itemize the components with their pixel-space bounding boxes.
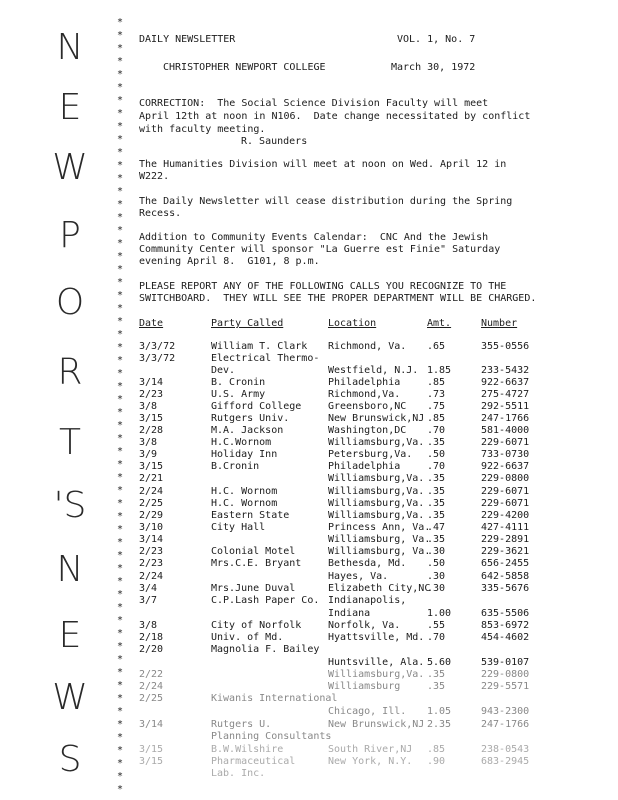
call-date: 3/8 bbox=[139, 437, 158, 448]
side-title-letter: R bbox=[57, 352, 83, 393]
call-number: 683-2945 bbox=[481, 756, 530, 767]
call-date: 2/20 bbox=[139, 644, 164, 655]
call-date: 2/23 bbox=[139, 558, 164, 569]
call-amount: .55 bbox=[427, 620, 446, 631]
party-called: Mrs.June Duval bbox=[211, 583, 296, 594]
party-called: Eastern State bbox=[211, 510, 290, 521]
newsletter-notice: The Daily Newsletter will cease distribution during the Spring bbox=[139, 196, 513, 207]
calendar-notice: Addition to Community Events Calendar: CNC And the Jewish bbox=[139, 232, 489, 243]
party-called: Planning Consultants bbox=[211, 731, 332, 742]
call-number: 229-6071 bbox=[481, 498, 530, 509]
call-number: 229-0800 bbox=[481, 473, 530, 484]
call-number: 229-6071 bbox=[481, 437, 530, 448]
party-called: William T. Clark bbox=[211, 341, 308, 352]
party-called: Lab. Inc. bbox=[211, 768, 266, 779]
call-number: 335-5676 bbox=[481, 583, 530, 594]
call-location: Richmond,Va. bbox=[328, 389, 401, 400]
party-called: City Hall bbox=[211, 522, 266, 533]
call-number: 635-5506 bbox=[481, 608, 530, 619]
call-location: Princess Ann, Va. bbox=[328, 522, 431, 533]
call-location: Westfield, N.J. bbox=[328, 365, 419, 376]
party-called: C.P.Lash Paper Co. bbox=[211, 595, 320, 606]
side-title-letter: T bbox=[59, 422, 81, 463]
call-amount: .35 bbox=[427, 473, 446, 484]
call-amount: .90 bbox=[427, 756, 446, 767]
call-amount: .70 bbox=[427, 632, 446, 643]
call-number: 355-0556 bbox=[481, 341, 530, 352]
party-called: Univ. of Md. bbox=[211, 632, 284, 643]
call-number: 247-1766 bbox=[481, 413, 530, 424]
call-location: Williamsburg,Va. bbox=[328, 510, 425, 521]
call-location: Chicago, Ill. bbox=[328, 706, 407, 717]
call-location: Indiana bbox=[328, 608, 371, 619]
call-amount: 1.05 bbox=[427, 706, 452, 717]
call-number: 229-3621 bbox=[481, 546, 530, 557]
call-amount: .35 bbox=[427, 669, 446, 680]
side-title-letter: W bbox=[52, 677, 88, 718]
call-amount: .75 bbox=[427, 401, 446, 412]
call-amount: 1.85 bbox=[427, 365, 452, 376]
call-location: Bethesda, Md. bbox=[328, 558, 407, 569]
volume-number: VOL. 1, No. 7 bbox=[397, 34, 476, 45]
call-date: 3/7 bbox=[139, 595, 158, 606]
side-title-letter: 'S bbox=[53, 485, 87, 526]
call-date: 3/14 bbox=[139, 719, 164, 730]
call-amount: .35 bbox=[427, 681, 446, 692]
call-number: 229-2891 bbox=[481, 534, 530, 545]
call-amount: 5.60 bbox=[427, 657, 452, 668]
call-date: 3/8 bbox=[139, 620, 158, 631]
call-amount: 1.00 bbox=[427, 608, 452, 619]
call-number: 238-0543 bbox=[481, 744, 530, 755]
call-location: Williamsburg,Va. bbox=[328, 473, 425, 484]
call-number: 233-5432 bbox=[481, 365, 530, 376]
newsletter-notice: Recess. bbox=[139, 208, 182, 219]
call-amount: .65 bbox=[427, 341, 446, 352]
college-name: CHRISTOPHER NEWPORT COLLEGE bbox=[163, 62, 326, 73]
call-date: 3/4 bbox=[139, 583, 158, 594]
call-number: 229-4200 bbox=[481, 510, 530, 521]
call-location: New Brunswick,NJ bbox=[328, 719, 425, 730]
call-location: Williamsburg,Va. bbox=[328, 437, 425, 448]
call-amount: .85 bbox=[427, 413, 446, 424]
side-title-letter: W bbox=[52, 147, 88, 188]
party-called: H.C. Wornom bbox=[211, 486, 278, 497]
party-called: B. Cronin bbox=[211, 377, 266, 388]
party-called: City of Norfolk bbox=[211, 620, 302, 631]
call-amount: .85 bbox=[427, 377, 446, 388]
report-notice: PLEASE REPORT ANY OF THE FOLLOWING CALLS YOU RECOGNIZE TO THE bbox=[139, 281, 507, 292]
call-number: 922-6637 bbox=[481, 461, 530, 472]
call-number: 229-0800 bbox=[481, 669, 530, 680]
call-location: Philadelphia bbox=[328, 461, 401, 472]
call-date: 3/14 bbox=[139, 377, 164, 388]
correction-signature: R. Saunders bbox=[241, 136, 308, 147]
party-called: B.W.Wilshire bbox=[211, 744, 284, 755]
call-location: Williamsburg,Va. bbox=[328, 669, 425, 680]
call-location: South River,NJ bbox=[328, 744, 413, 755]
call-location: Huntsville, Ala. bbox=[328, 657, 425, 668]
side-title-letter: E bbox=[58, 87, 82, 128]
party-called: M.A. Jackson bbox=[211, 425, 284, 436]
correction-line: with faculty meeting. bbox=[139, 124, 266, 135]
humanities-notice: The Humanities Division will meet at noon on Wed. April 12 in bbox=[139, 159, 507, 170]
call-date: 2/24 bbox=[139, 681, 164, 692]
newsletter-name: DAILY NEWSLETTER bbox=[139, 34, 236, 45]
call-location: New York, N.Y. bbox=[328, 756, 413, 767]
side-title-letter: N bbox=[56, 27, 84, 68]
call-date: 2/23 bbox=[139, 389, 164, 400]
call-number: 853-6972 bbox=[481, 620, 530, 631]
side-title-letter: N bbox=[56, 549, 84, 590]
call-amount: .35 bbox=[427, 498, 446, 509]
call-date: 3/8 bbox=[139, 401, 158, 412]
side-title-letter: P bbox=[59, 215, 81, 256]
party-called: Rutgers U. bbox=[211, 719, 272, 730]
column-header-party: Party Called bbox=[211, 318, 284, 329]
party-called: Colonial Motel bbox=[211, 546, 296, 557]
call-date: 3/15 bbox=[139, 413, 164, 424]
party-called: Pharmaceutical bbox=[211, 756, 296, 767]
call-date: 2/29 bbox=[139, 510, 164, 521]
call-date: 2/25 bbox=[139, 693, 164, 704]
call-date: 3/15 bbox=[139, 756, 164, 767]
call-amount: .85 bbox=[427, 744, 446, 755]
call-location: Elizabeth City,NC bbox=[328, 583, 431, 594]
call-date: 3/3/72 bbox=[139, 353, 176, 364]
newsletter-body bbox=[139, 0, 609, 800]
column-header-number: Number bbox=[481, 318, 518, 329]
call-location: Williamsburg,Va. bbox=[328, 486, 425, 497]
call-amount: .35 bbox=[427, 534, 446, 545]
call-amount: .50 bbox=[427, 558, 446, 569]
call-number: 943-2300 bbox=[481, 706, 530, 717]
call-number: 581-4000 bbox=[481, 425, 530, 436]
call-location: Williamsburg,Va. bbox=[328, 498, 425, 509]
side-title-letter: E bbox=[58, 615, 82, 656]
margin-asterisks: * * * * * * * * * * * * * * * * * * * * * * * * * * * * * * * * * * * * * * * * * * * * * * * * * * * * * * * * * * * * bbox=[117, 17, 124, 795]
call-date: 2/22 bbox=[139, 669, 164, 680]
call-date: 3/9 bbox=[139, 449, 158, 460]
call-amount: .35 bbox=[427, 510, 446, 521]
call-amount: .35 bbox=[427, 437, 446, 448]
call-location: New Brunswick,NJ bbox=[328, 413, 425, 424]
call-number: 733-0730 bbox=[481, 449, 530, 460]
call-number: 229-6071 bbox=[481, 486, 530, 497]
party-called: Magnolia F. Bailey bbox=[211, 644, 320, 655]
call-date: 3/15 bbox=[139, 744, 164, 755]
call-date: 3/14 bbox=[139, 534, 164, 545]
call-location: Philadelphia bbox=[328, 377, 401, 388]
call-location: Williamsburg bbox=[328, 681, 401, 692]
call-number: 539-0107 bbox=[481, 657, 530, 668]
call-amount: .50 bbox=[427, 449, 446, 460]
call-amount: .70 bbox=[427, 461, 446, 472]
call-date: 3/3/72 bbox=[139, 341, 176, 352]
call-amount: .30 bbox=[427, 546, 446, 557]
call-amount: .30 bbox=[427, 583, 446, 594]
correction-line: April 12th at noon in N106. Date change necessitated by conflict bbox=[139, 111, 531, 122]
column-header-amount: Amt. bbox=[427, 318, 452, 329]
call-date: 3/15 bbox=[139, 461, 164, 472]
call-amount: .35 bbox=[427, 486, 446, 497]
correction-line: CORRECTION: The Social Science Division Faculty will meet bbox=[139, 98, 489, 109]
call-amount: .70 bbox=[427, 425, 446, 436]
party-called: Holiday Inn bbox=[211, 449, 278, 460]
call-amount: .30 bbox=[427, 571, 446, 582]
call-number: 656-2455 bbox=[481, 558, 530, 569]
call-location: Williamsburg, Va. bbox=[328, 534, 431, 545]
call-number: 275-4727 bbox=[481, 389, 530, 400]
call-date: 2/23 bbox=[139, 546, 164, 557]
call-location: Washington,DC bbox=[328, 425, 407, 436]
side-title bbox=[0, 0, 100, 800]
call-location: Richmond, Va. bbox=[328, 341, 407, 352]
calendar-notice: Community Center will sponsor "La Guerre est Finie" Saturday bbox=[139, 244, 501, 255]
call-number: 292-5511 bbox=[481, 401, 530, 412]
call-date: 2/18 bbox=[139, 632, 164, 643]
party-called: H.C. Wornom bbox=[211, 498, 278, 509]
call-number: 922-6637 bbox=[481, 377, 530, 388]
side-title-letter: S bbox=[58, 739, 82, 780]
call-number: 642-5858 bbox=[481, 571, 530, 582]
party-called: Dev. bbox=[211, 365, 236, 376]
side-title-letter: O bbox=[55, 282, 85, 323]
party-called: Gifford College bbox=[211, 401, 302, 412]
call-date: 2/21 bbox=[139, 473, 164, 484]
call-number: 454-4602 bbox=[481, 632, 530, 643]
party-called: Rutgers Univ. bbox=[211, 413, 290, 424]
call-amount: .73 bbox=[427, 389, 446, 400]
column-header-date: Date bbox=[139, 318, 164, 329]
call-location: Petersburg,Va. bbox=[328, 449, 413, 460]
call-location: Indianapolis, bbox=[328, 595, 407, 606]
call-location: Williamsburg, Va. bbox=[328, 546, 431, 557]
report-notice: SWITCHBOARD. THEY WILL SEE THE PROPER DEPARTMENT WILL BE CHARGED. bbox=[139, 293, 537, 304]
party-called: Mrs.C.E. Bryant bbox=[211, 558, 302, 569]
call-date: 2/24 bbox=[139, 486, 164, 497]
call-location: Hyattsville, Md. bbox=[328, 632, 425, 643]
call-amount: .47 bbox=[427, 522, 446, 533]
call-number: 247-1766 bbox=[481, 719, 530, 730]
call-date: 2/28 bbox=[139, 425, 164, 436]
party-called: B.Cronin bbox=[211, 461, 260, 472]
humanities-notice: W222. bbox=[139, 171, 170, 182]
calendar-notice: evening April 8. G101, 8 p.m. bbox=[139, 256, 320, 267]
party-called: Electrical Thermo- bbox=[211, 353, 320, 364]
call-location: Hayes, Va. bbox=[328, 571, 389, 582]
call-location: Norfolk, Va. bbox=[328, 620, 401, 631]
column-header-location: Location bbox=[328, 318, 377, 329]
call-number: 427-4111 bbox=[481, 522, 530, 533]
call-amount: 2.35 bbox=[427, 719, 452, 730]
party-called: U.S. Army bbox=[211, 389, 266, 400]
issue-date: March 30, 1972 bbox=[391, 62, 476, 73]
call-date: 2/24 bbox=[139, 571, 164, 582]
party-called: H.C.Wornom bbox=[211, 437, 272, 448]
call-date: 2/25 bbox=[139, 498, 164, 509]
call-number: 229-5571 bbox=[481, 681, 530, 692]
party-called: Kiwanis International bbox=[211, 693, 338, 704]
call-date: 3/10 bbox=[139, 522, 164, 533]
call-location: Greensboro,NC bbox=[328, 401, 407, 412]
